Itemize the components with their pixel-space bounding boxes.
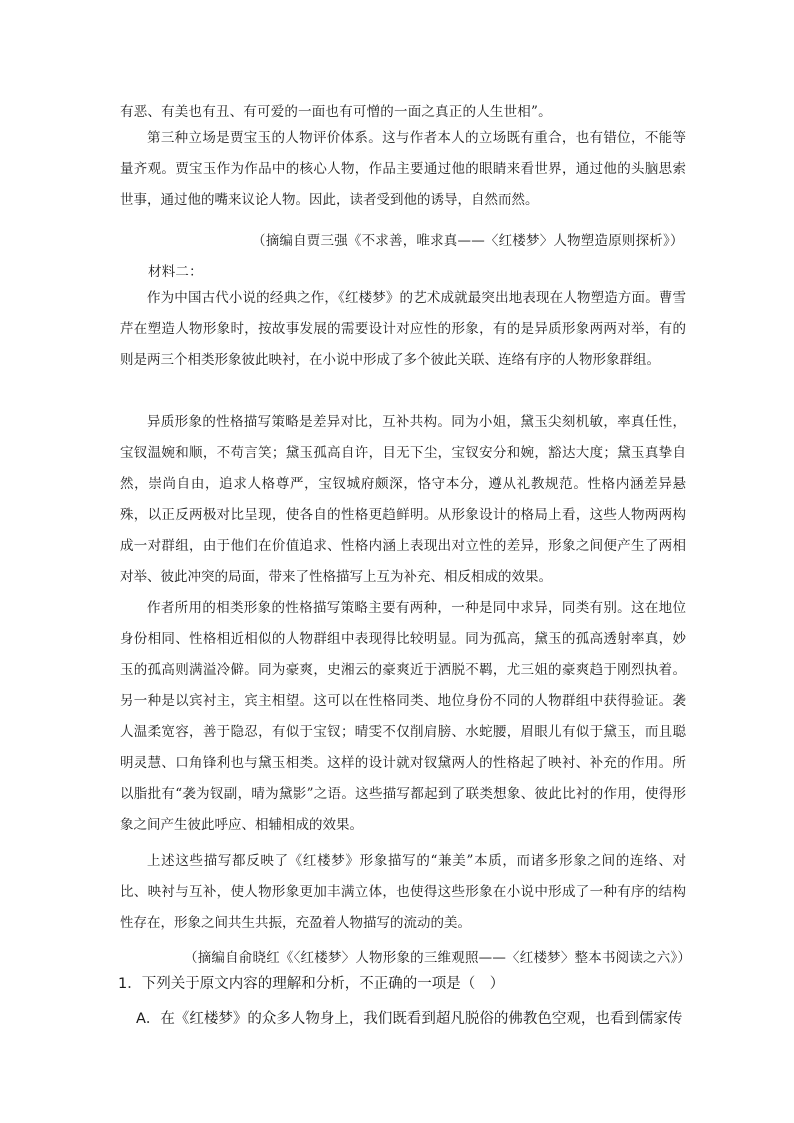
source-citation-2: （摘编自俞晓红《〈红楼梦〉人物形象的三维观照——〈红楼梦〉整本书阅读之六》） bbox=[184, 950, 692, 966]
paragraph-text: 作者所用的相类形象的性格描写策略主要有两种，一种是同中求异，同类有别。这在地位身份相同、性格相近相似的人物群组中表现得比较明显。同为孤高，黛玉的孤高透射率真，妙玉的孤高则满溢冷僻。同为豪爽，史湘云的豪爽近于洒脱不羁，尤三姐的豪爽趋于刚烈执着。另一种是以宾衬主，宾主相望。这可以在性格同类、地位身份不同的人物群组中获得验证。袭人温柔宽容，善于隐忍，有似于宝钗；晴雯不仅削肩膀、水蛇腰，眉眼儿有似于黛玉，而且聪明灵慧、口角锋利也与黛玉相类。这样的设计就对钗黛两人的性格起了映衬、补充的作用。所以脂批有“袭为钗副，晴为黛影”之语。这些描写都起到了联类想象、彼此比衬的作用，使得形象之间产生彼此呼应、相辅相成的效果。 bbox=[120, 600, 686, 833]
paragraph-third-stance bbox=[120, 123, 686, 216]
paragraph-text: 作为中国古代小说的经典之作，《红楼梦》的艺术成就最突出地表现在人物塑造方面。曹雪芹在塑造人物形象时，按故事发展的需要设计对应性的形象，有的是异质形象两两对举，有的则是两三个相类形象彼此映衬，在小说中形成了多个彼此关联、连络有序的人物形象群组。 bbox=[120, 290, 686, 368]
paragraph-text: 上述这些描写都反映了《红楼梦》形象描写的“兼美”本质，而诸多形象之间的连络、对比、映衬与互补，使人物形象更加丰满立体，也使得这些形象在小说中形成了一种有序的结构性存在，形象之间共生共振，充盈着人物描写的流动的美。 bbox=[120, 853, 686, 931]
paragraph-text: 异质形象的性格描写策略是差异对比，互补共构。同为小姐，黛玉尖刻机敏，率真任性，宝钗温婉和顺，不苟言笑；黛玉孤高自许，目无下尘，宝钗安分和婉，豁达大度；黛玉真挚自然，崇尚自由，追求人格尊严，宝钗城府颇深，恪守本分，遵从礼教规范。性格内涵差异悬殊，以正反两极对比呈现，使各自的性格更趋鲜明。从形象设计的格局上看，这些人物两两构成一对群组，由于他们在价值追求、性格内涵上表现出对立性的差异，形象之间便产生了两相对举、彼此冲突的局面，带来了性格描写上互为补充、相反相成的效果。 bbox=[120, 414, 686, 585]
paragraph-text: 第三种立场是贾宝玉的人物评价体系。这与作者本人的立场既有重合，也有错位，不能等量齐观。贾宝玉作为作品中的核心人物，作品主要通过他的眼睛来看世界，通过他的头脑思索世事，通过他的嘴来议论人物。因此，读者受到他的诱导，自然而然。 bbox=[120, 130, 686, 208]
source-citation-1: （摘编自贾三强《不求善，唯求真——〈红楼梦〉人物塑造原则探析》） bbox=[252, 233, 684, 249]
question-option-a: A．在《红楼梦》的众多人物身上，我们既看到超凡脱俗的佛教色空观，也看到儒家传 bbox=[136, 1011, 683, 1027]
question-stem: 1．下列关于原文内容的理解和分析，不正确的一项是（ ） bbox=[118, 976, 505, 992]
paragraph-material-two-intro bbox=[120, 283, 686, 376]
material-two-heading: 材料二： bbox=[148, 264, 203, 280]
paragraph-similar-images bbox=[120, 593, 686, 841]
passage-continuation-line: 有恶、有美也有丑、有可爱的一面也有可憎的一面之真正的人生世相”。 bbox=[120, 104, 552, 120]
paragraph-heterogeneous-images bbox=[120, 407, 686, 593]
paragraph-conclusion bbox=[120, 846, 686, 939]
